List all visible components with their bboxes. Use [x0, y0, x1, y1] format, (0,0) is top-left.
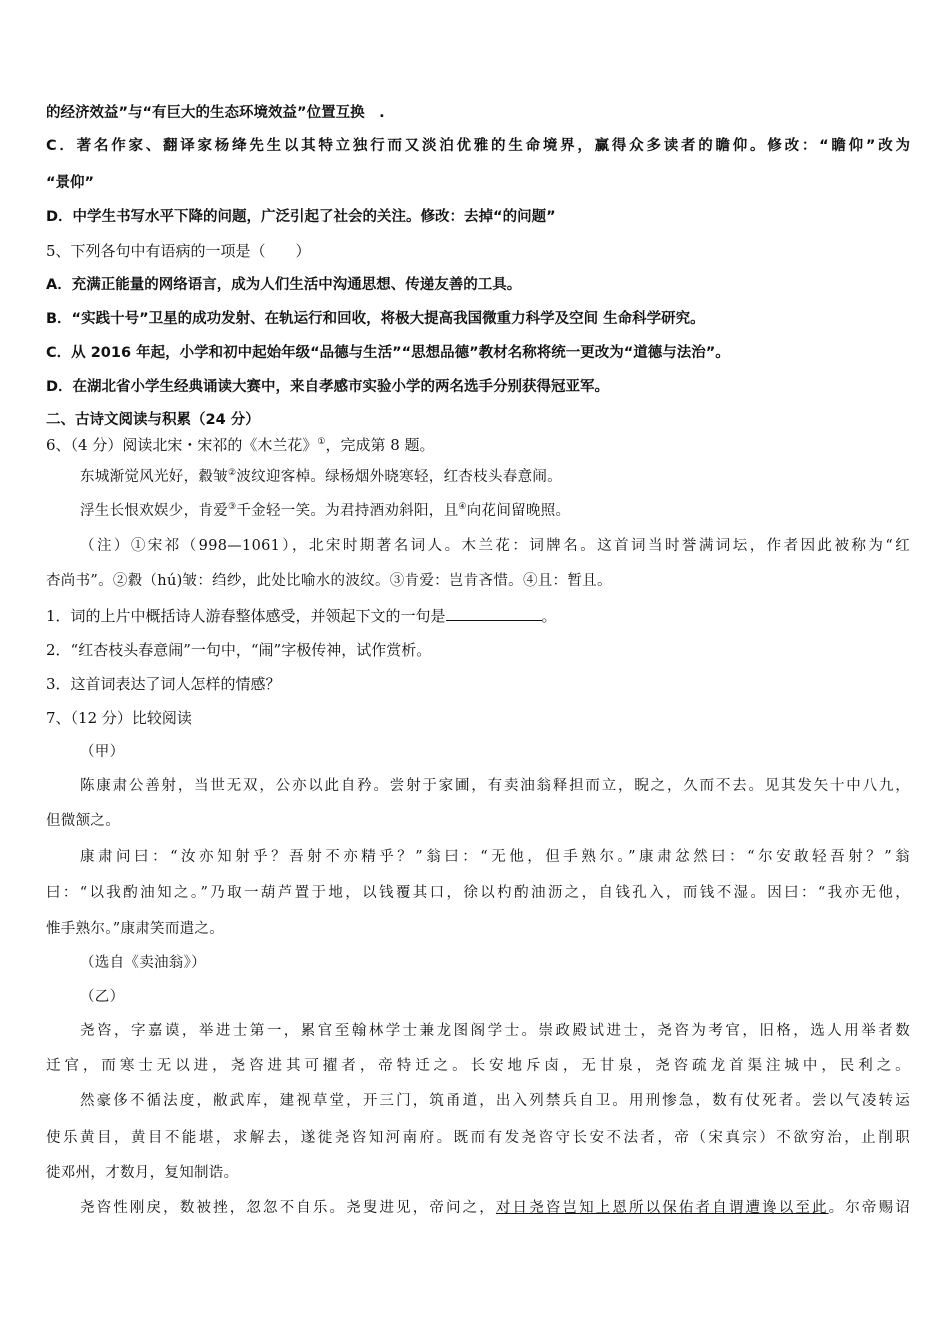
passage-yi-p1-line2: 迁官，而寒士无以进，尧咨进其可擢者，帝特迁之。长安地斥卤，无甘泉，尧咨疏龙首渠注城中，民利之。: [46, 1058, 910, 1074]
q6-sub1-text: 1．词的上片中概括诗人游春整体感受，并领起下文的一句是: [46, 607, 446, 625]
q4-option-c-line1: C．著名作家、翻译家杨绛先生以其特立独行而又淡泊优雅的生命境界，赢得众多读者的瞻仰。修改：“瞻仰”改为: [46, 138, 910, 154]
passage-text: 。尔帝赐诏: [828, 1200, 911, 1216]
poem-text: 波纹迎客棹。绿杨烟外晓寒轻，红杏枝头春意闹。: [236, 469, 562, 485]
section-title: 二、古诗文阅读与积累（24 分）: [46, 412, 260, 428]
q5-stem: 5、下列各句中有语病的一项是（ ）: [46, 242, 311, 260]
passage-yi-label: （乙）: [80, 989, 125, 1005]
q6-sub-question-1: [46, 605, 910, 627]
poem-text: 浮生长恨欢娱少，肯爱: [80, 503, 228, 519]
passage-yi-p2-line1: 然豪侈不循法度，敝武库，建视草堂，开三门，筑甬道，出入列禁兵自卫。用刑惨急，数有仗死者。尝以气凌转运: [80, 1093, 910, 1109]
poem-line-2: [80, 500, 910, 522]
passage-yi-p2-line3: 徙邓州，才数月，复知制诰。: [46, 1165, 239, 1181]
q5-option-c: C．从 2016 年起，小学和初中起始年级“品德与生活”“思想品德”教材名称将统一更改为“道德与法治”。: [46, 345, 730, 361]
q5-option-a: A．充满正能量的网络语言，成为人们生活中沟通思想、传递友善的工具。: [46, 277, 522, 293]
q5-option-d: D．在湖北省小学生经典诵读大赛中，来自孝感市实验小学的两名选手分别获得冠亚军。: [46, 379, 610, 395]
passage-jia-label: （甲）: [80, 744, 125, 760]
passage-yi-p2-line2: 使乐黄目，黄目不能堪，求解去，遂徙尧咨知河南府。既而有发尧咨守长安不法者，帝（宋真宗）不欲穷治，止削职: [46, 1130, 910, 1146]
underlined-sentence: 对日尧咨岂知上恩所以保佑者自谓遭谗以至此: [495, 1200, 829, 1216]
q6-stem-text: ，完成第 8 题。: [325, 436, 435, 454]
q6-sub1-end: 。: [541, 607, 557, 625]
poem-line-1: [80, 466, 910, 488]
q4-option-d: D．中学生书写水平下降的问题，广泛引起了社会的关注。修改：去掉“的问题”: [46, 209, 556, 225]
q6-sub-question-3: 3．这首词表达了词人怎样的情感？: [46, 675, 281, 693]
q6-stem-text: 6、（4 分）阅读北宋・宋祁的《木兰花》: [46, 436, 318, 454]
poem-text: 向花间留晚照。: [466, 503, 571, 519]
q6-note-line1: （注）①宋祁（998—1061），北宋时期著名词人。木兰花：词牌名。这首词当时誉满词坛，作者因此被称为“红: [80, 538, 910, 554]
answer-blank[interactable]: [446, 606, 542, 621]
passage-jia-p2-line3: 惟手熟尔。”康肃笑而遣之。: [46, 921, 225, 937]
poem-text: 东城渐觉风光好，縠皱: [80, 469, 228, 485]
passage-yi-p3-line1: [80, 1197, 910, 1219]
passage-yi-p1-line1: 尧咨，字嘉谟，举进士第一，累官至翰林学士兼龙图阁学士。崇政殿试进士，尧咨为考官，旧格，选人用举者数: [80, 1023, 910, 1039]
passage-jia-p2-line1: 康肃问曰：“汝亦知射乎？吾射不亦精乎？”翁曰：“无他，但手熟尔。”康肃忿然曰：“尔安敢轻吾射？”翁: [80, 849, 910, 865]
footnote-mark: ④: [458, 502, 467, 512]
passage-jia-p1-line1: 陈康肃公善射，当世无双，公亦以此自矜。尝射于家圃，有卖油翁释担而立，睨之，久而不去。见其发矢十中八九，: [80, 778, 910, 794]
footnote-mark: ②: [228, 468, 237, 478]
q6-sub-question-2: 2．“红杏枝头春意闹”一句中，“闹”字极传神，试作赏析。: [46, 641, 432, 659]
footnote-mark: ③: [228, 502, 237, 512]
passage-jia-p2-line2: 曰：“以我酌油知之。”乃取一葫芦置于地，以钱覆其口，徐以杓酌油沥之，自钱孔入，而钱不湿。因曰：“我亦无他，: [46, 885, 910, 901]
passage-jia-p1-line2: 但微颔之。: [46, 813, 120, 829]
poem-text: 千金轻一笑。为君持酒劝斜阳，且: [236, 503, 459, 519]
q4-option-c-line2: “景仰”: [46, 175, 95, 191]
q4-option-b-continuation: 的经济效益”与“有巨大的生态环境效益”位置互换 .: [46, 105, 385, 121]
passage-jia-source: （选自《卖油翁》）: [80, 955, 206, 971]
q7-stem: 7、（12 分）比较阅读: [46, 709, 192, 727]
footnote-mark: ①: [317, 437, 326, 447]
q5-option-b: B．“实践十号”卫星的成功发射、在轨运行和回收，将极大提高我国微重力科学及空间 生命科学研究。: [46, 311, 705, 327]
passage-text: 尧咨性刚戾，数被挫，忽忽不自乐。尧叟进见，帝问之，: [80, 1200, 496, 1216]
q6-stem: [46, 434, 910, 456]
q6-note-line2: 杏尚书”。②縠（hú)皱：绉纱，此处比喻水的波纹。③肯爱：岂肯吝惜。④且：暂且。: [46, 573, 612, 589]
